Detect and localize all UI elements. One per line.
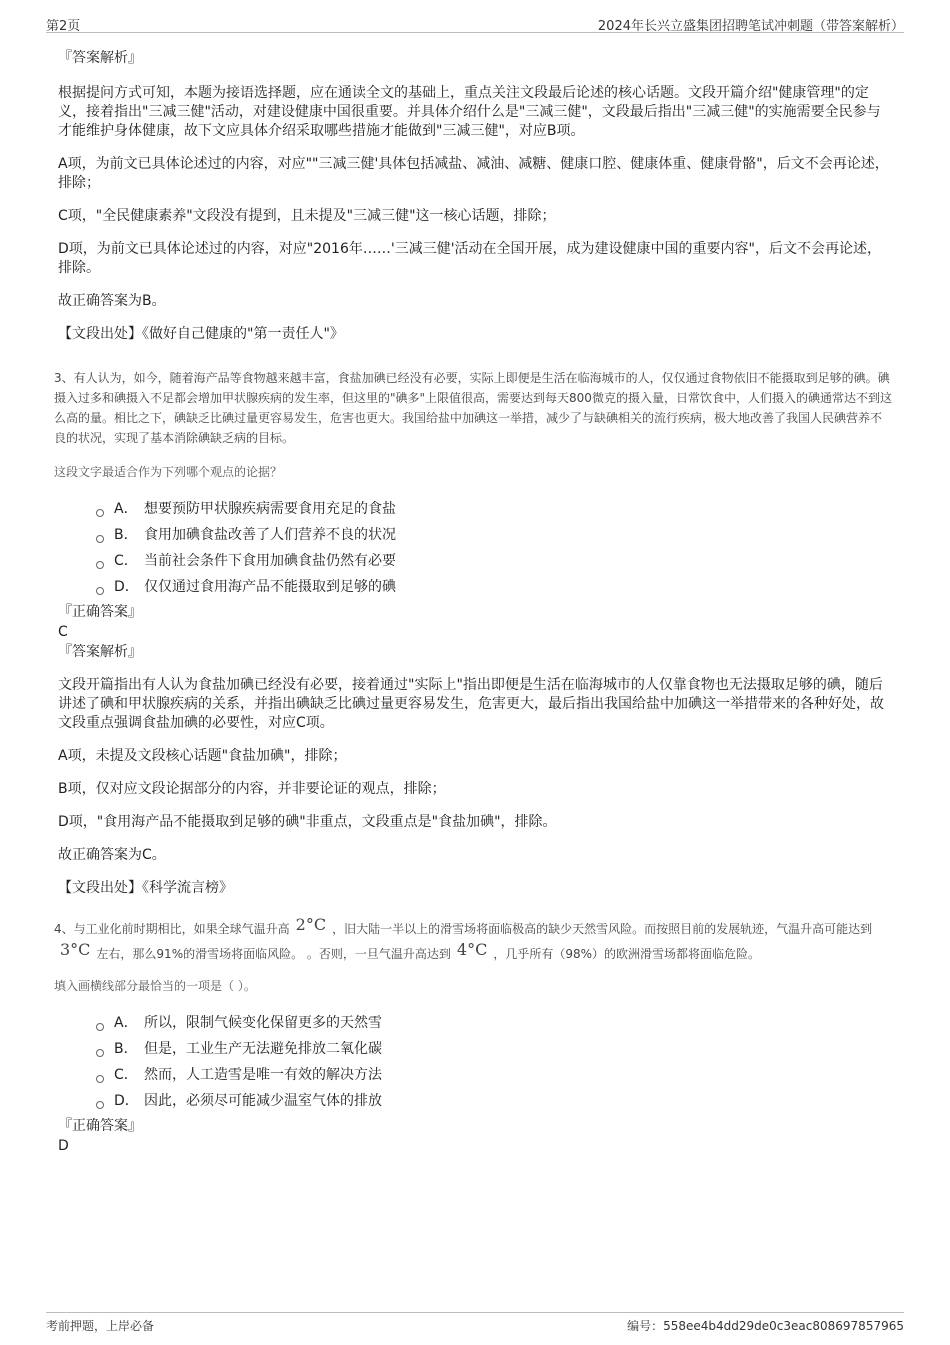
q4-option-a[interactable]: A． 所以，限制气候变化保留更多的天然雪 bbox=[96, 1010, 892, 1036]
q3-analysis-para: B项，仅对应文段论据部分的内容，并非要论证的观点，排除； bbox=[58, 781, 446, 797]
temperature-value: 3°C bbox=[60, 940, 91, 959]
page-footer bbox=[46, 1312, 904, 1335]
page-header bbox=[46, 12, 904, 33]
q3-analysis-para: A项，未提及文段核心话题"食盐加碘"，排除； bbox=[58, 748, 347, 764]
q3-options bbox=[96, 496, 892, 600]
q4-option-d[interactable]: D． 因此，必须尽可能减少温室气体的排放 bbox=[96, 1088, 892, 1114]
q4-correct-label: 『正确答案』 bbox=[58, 1118, 142, 1134]
q4-option-b[interactable]: B． 但是，工业生产无法避免排放二氧化碳 bbox=[96, 1036, 892, 1062]
q3-analysis-para: D项，"食用海产品不能摄取到足够的碘"非重点，文段重点是"食盐加碘"，排除。 bbox=[58, 814, 557, 830]
q3-prompt: 这段文字最适合作为下列哪个观点的论据？ bbox=[54, 465, 283, 479]
q2-analysis-para: C项，"全民健康素养"文段没有提到，且未提及"三减三健"这一核心话题，排除； bbox=[58, 208, 556, 224]
q3-option-c[interactable]: C． 当前社会条件下食用加碘食盐仍然有必要 bbox=[96, 548, 892, 574]
radio-button[interactable] bbox=[96, 1101, 104, 1109]
radio-button[interactable] bbox=[96, 535, 104, 543]
q2-analysis-para: A项，为前文已具体论述过的内容，对应""三减三健'具体包括减盐、减油、减糖、健康口腔、健康体重、健康骨骼"，后文不会再论述，排除； bbox=[58, 156, 889, 191]
q2-source: 【文段出处】《做好自己健康的"第一责任人"》 bbox=[58, 326, 344, 342]
q3-option-b[interactable]: B． 食用加碘食盐改善了人们营养不良的状况 bbox=[96, 522, 892, 548]
main-content bbox=[54, 44, 892, 1156]
q3-source: 【文段出处】《科学流言榜》 bbox=[58, 880, 233, 896]
q4-option-c[interactable]: C． 然而，人工造雪是唯一有效的解决方法 bbox=[96, 1062, 892, 1088]
footer-slogan: 考前押题，上岸必备 bbox=[46, 1319, 155, 1333]
q3-option-d[interactable]: D． 仅仅通过食用海产品不能摄取到足够的碘 bbox=[96, 574, 892, 600]
q3-correct-label: 『正确答案』 bbox=[58, 604, 142, 620]
q4-question-text: 4、与工业化前时期相比，如果全球气温升高 2°C ，旧大陆一半以上的滑雪场将面临极高的缺少天然雪风险。而按照目前的发展轨迹，气温升高可能达到3°C 左右，那么91%的滑雪场将面临风险。 。否则，一旦气温升高达到 4°C ，几乎所有（98%）的欧洲滑雪场都将面临危险。 bbox=[54, 915, 873, 961]
radio-button[interactable] bbox=[96, 1049, 104, 1057]
radio-button[interactable] bbox=[96, 509, 104, 517]
temperature-value: 4°C bbox=[456, 940, 488, 959]
radio-button[interactable] bbox=[96, 587, 104, 595]
page-number: 第2页 bbox=[46, 19, 81, 34]
q3-analysis-para: 文段开篇指出有人认为食盐加碘已经没有必要，接着通过"实际上"指出即便是生活在临海城市的人仅靠食物也无法摄取足够的碘，随后讲述了碘和甲状腺疾病的关系，并指出碘缺乏比碘过量更容易发生，危害更大，最后指出我国给盐中加碘这一举措带来的各种好处，故文段重点强调食盐加碘的必要性，对应C项。 bbox=[58, 677, 884, 731]
q2-conclusion: 故正确答案为B。 bbox=[58, 293, 166, 309]
q2-analysis-para: D项，为前文已具体论述过的内容，对应"2016年……'三减三健'活动在全国开展，成为建设健康中国的重要内容"，后文不会再论述，排除。 bbox=[58, 241, 881, 276]
radio-button[interactable] bbox=[96, 1075, 104, 1083]
q3-question-text: 3、有人认为，如今，随着海产品等食物越来越丰富，食盐加碘已经没有必要，实际上即便是生活在临海城市的人，仅仅通过食物依旧不能摄取到足够的碘。碘摄入过多和碘摄入不足都会增加甲状腺疾病的发生率，但这里的"碘多"上限值很高，需要达到每天800微克的摄入量，日常饮食中，人们摄入的碘通常达不到这么高的量。相比之下，碘缺乏比碘过量更容易发生，危害也更大。我国给盐中加碘这一举措，减少了与缺碘相关的流行疾病，极大地改善了我国人民碘营养不良的状况，实现了基本消除碘缺乏病的目标。 bbox=[54, 371, 892, 445]
q4-prompt: 填入画横线部分最恰当的一项是（ ）。 bbox=[54, 979, 256, 993]
q2-analysis-label: 『答案解析』 bbox=[58, 50, 142, 66]
q2-analysis-para: 根据提问方式可知，本题为接语选择题，应在通读全文的基础上，重点关注文段最后论述的核心话题。文段开篇介绍"健康管理"的定义，接着指出"三减三健"活动，对建设健康中国很重要。并具体介绍什么是"三减三健"，文段最后指出"三减三健"的实施需要全民参与才能维护身体健康，故下文应具体介绍采取哪些措施才能做到"三减三健"，对应B项。 bbox=[58, 85, 881, 139]
q4-options bbox=[96, 1010, 892, 1114]
radio-button[interactable] bbox=[96, 561, 104, 569]
q3-correct-answer: C bbox=[58, 624, 68, 640]
radio-button[interactable] bbox=[96, 1023, 104, 1031]
q4-correct-answer: D bbox=[58, 1138, 69, 1154]
q3-conclusion: 故正确答案为C。 bbox=[58, 847, 166, 863]
document-code: 编号：558ee4b4dd29de0c3eac808697857965 bbox=[627, 1319, 904, 1333]
document-title: 2024年长兴立盛集团招聘笔试冲刺题（带答案解析） bbox=[597, 19, 904, 34]
temperature-value: 2°C bbox=[295, 915, 327, 934]
q3-analysis-label: 『答案解析』 bbox=[58, 644, 142, 660]
q3-option-a[interactable]: A． 想要预防甲状腺疾病需要食用充足的食盐 bbox=[96, 496, 892, 522]
